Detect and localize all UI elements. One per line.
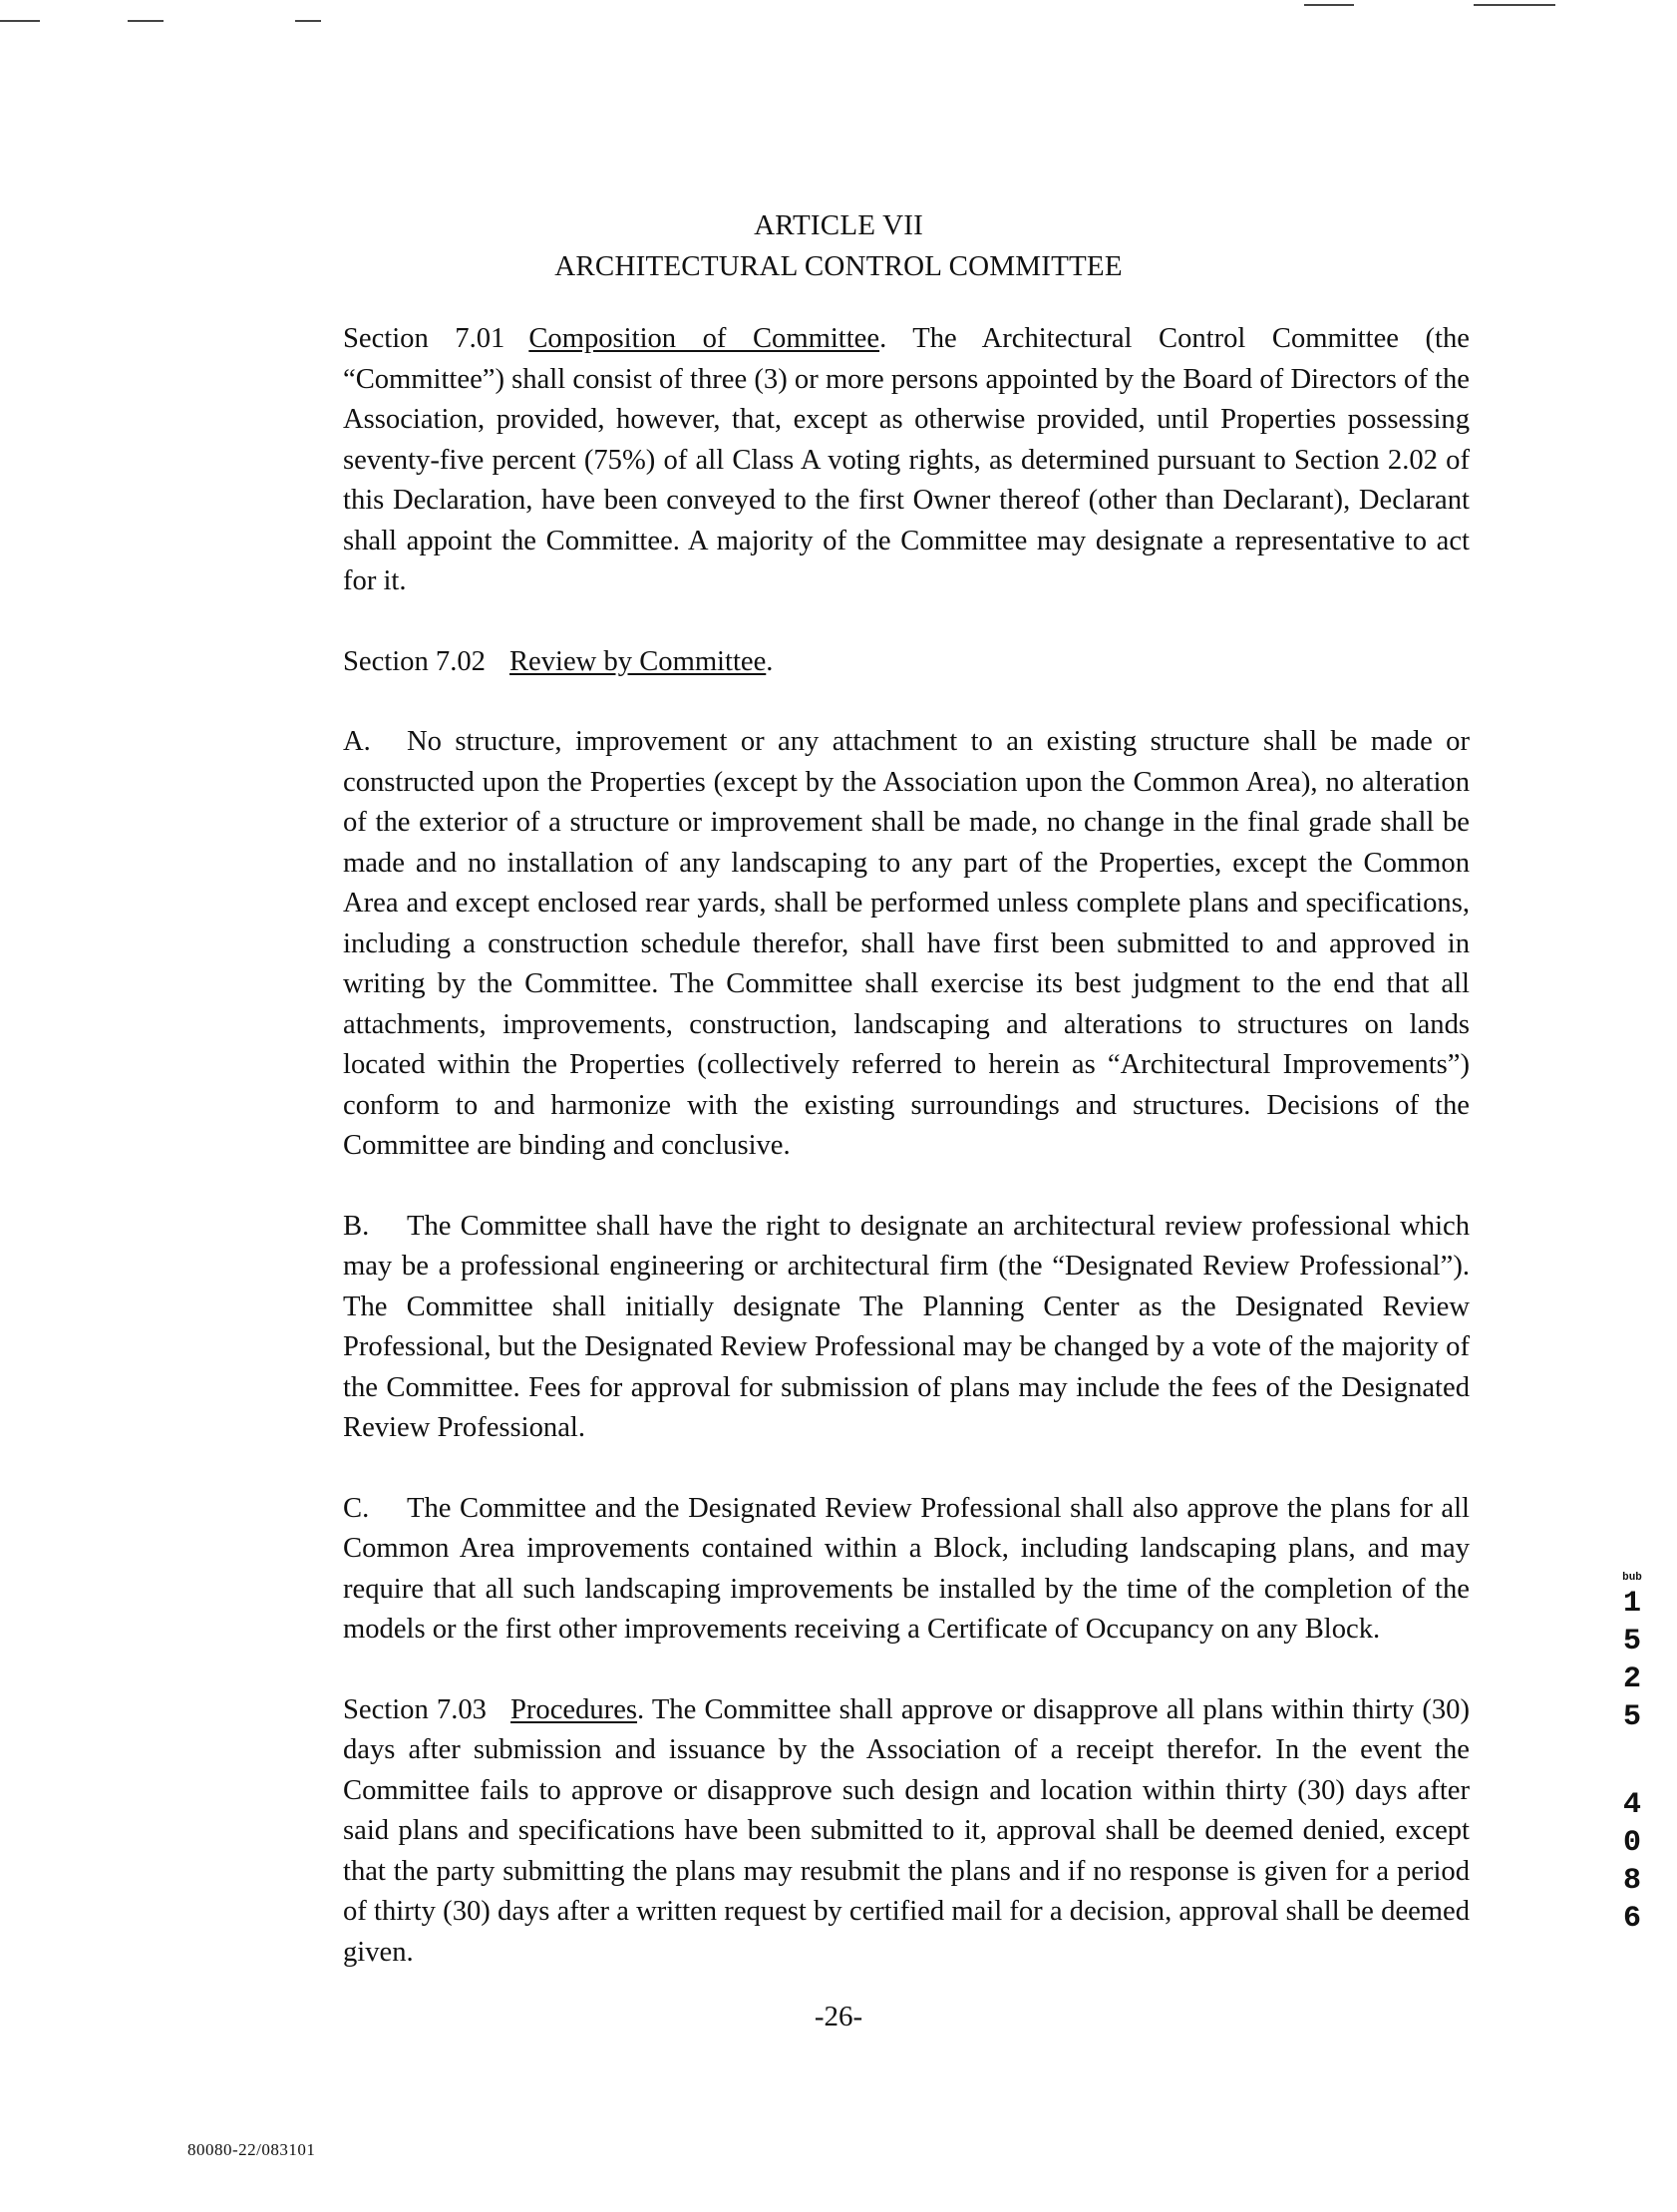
subsection-letter: C. [343,1492,370,1524]
recording-stamp [1607,1571,1657,1938]
section-text: . The Architectural Control Committee (the “Committee”) shall consist of three (3) or more persons appointed by the Board of Directors of the Association, provided, however, that, except as otherwise provided, until Properties possessing seventy-five percent (75%) of all Class A voting rights, as determined pursuant to Section 2.02 of this Declaration, have been conveyed to the first Owner thereof (other than Declarant), Declarant shall appoint the Committee. A majority of the Committee may designate a representative to act for it. [343,323,1470,596]
subsection-letter: B. [343,1210,370,1242]
stamp-digit: 5 [1622,1700,1641,1734]
subsection-c [187,1489,1470,1651]
section-number: Section 7.03 [343,1693,487,1725]
section-text: . The Committee shall approve or disapprove all plans within thirty (30) days after submission and issuance by the Association of a receipt therefor. In the event the Committee fails to approve or disapprove such design and location within thirty (30) days after said plans and specifications have been submitted to it, approval shall be deemed denied, except that the party submitting the plans may resubmit the plans and if no response is given for a period of thirty (30) days after a written request by certified mail for a decision, approval shall be deemed given. [343,1693,1470,1968]
stamp-digit: 1 [1622,1587,1641,1621]
article-heading [0,205,1677,287]
section-title: Procedures [509,1693,638,1725]
subsection-text: The Committee and the Designated Review Professional shall also approve the plans for all Common Area improvements contained within a Block, including landscaping plans, and may require that all such landscaping improvements be installed by the time of the completion of the models or the first other improvements receiving a Certificate of Occupancy on any Block. [343,1492,1470,1645]
scan-artifact [1304,4,1354,6]
subsection-text: The Committee shall have the right to designate an architectural review professional which may be a professional engineering or architectural firm (the “Designated Review Professional”). The Committee shall initially designate The Planning Center as the Designated Review Professional, but the Designated Review Professional may be changed by a vote of the majority of the Committee. Fees for approval for submission of plans may include the fees of the Designated Review Professional. [343,1210,1470,1443]
section-title: Review by Committee [508,645,767,677]
section-7-03 [187,1690,1470,1974]
section-7-01 [187,319,1470,602]
section-7-02-heading [187,642,1470,683]
stamp-digit: 5 [1622,1625,1641,1659]
stamp-digit: 8 [1622,1864,1641,1898]
section-number: Section 7.01 [343,323,505,354]
document-id: 80080-22/083101 [187,2140,316,2159]
article-body [187,319,1470,1973]
stamp-digit: 6 [1622,1902,1641,1936]
stamp-digit: 2 [1622,1662,1641,1696]
scan-artifact [128,20,164,22]
subsection-letter: A. [343,726,371,757]
section-number: Section 7.02 [343,645,486,677]
article-title: ARCHITECTURAL CONTROL COMMITTEE [554,250,1123,282]
article-number: ARTICLE VII [754,209,923,241]
subsection-b [187,1207,1470,1449]
scan-artifact [295,20,321,22]
subsection-a [187,722,1470,1167]
page-number: -26- [814,2001,863,2032]
section-title-suffix: . [766,645,774,677]
section-title: Composition of Committee [528,323,880,354]
subsection-text: No structure, improvement or any attachment to an existing structure shall be made or constructed upon the Properties (except by the Association upon the Common Area), no alteration of the exterior of a structure or improvement shall be made, no change in the final grade shall be made and no installation of any landscaping to any part of the Properties, except the Common Area and except enclosed rear yards, shall be performed unless complete plans and specifications, including a construction schedule therefor, shall have first been submitted to and approved in writing by the Committee. The Committee shall exercise its best judgment to the end that all attachments, improvements, construction, landscaping and alterations to structures on lands located within the Properties (collectively referred to herein as “Architectural Improvements”) conform to and harmonize with the existing surroundings and structures. Decisions of the Committee are binding and conclusive. [343,726,1470,1161]
stamp-small-text: bub [1622,1572,1642,1584]
scan-artifact [0,20,40,22]
stamp-digit: 4 [1622,1788,1641,1822]
stamp-digit: 0 [1622,1826,1641,1860]
scan-artifact [1474,4,1555,6]
